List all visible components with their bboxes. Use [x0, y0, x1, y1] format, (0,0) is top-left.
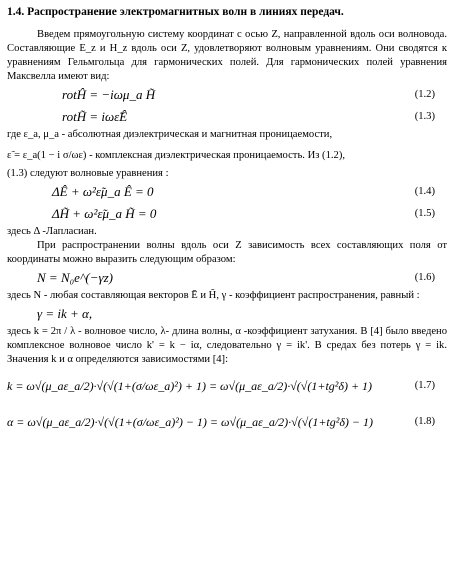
paragraph-propagation: При распространении волны вдоль оси Z зависимость всех составляющих поля от координаты можно выразить следующим образом:: [7, 240, 447, 265]
equation-formula: N = N₀e^(−γz): [37, 270, 114, 285]
paragraph-complex-permittivity: ε̃ = ε_a(1 − i σ/ωε) - комплексная диэлектрическая проницаемость. Из (1.2),: [7, 150, 345, 161]
paragraph-laplacian: здесь Δ -Лапласиан.: [7, 226, 97, 237]
paragraph-wave-number: здесь k = 2π / λ - волновое число, λ- длина волны, α -коэффициент затухания. В [4] было введено комплексное волновое число k' = k − iα, следовательно γ = ik'. В средах без потерь γ = ik. Значения k и α определяются зависимостями [4]:: [7, 326, 447, 365]
equation-number: (1.6): [414, 272, 435, 283]
equation-1-7: [7, 371, 447, 401]
equation-number: (1.5): [414, 208, 435, 219]
paragraph-where-permeability: где ε_a, μ_a - абсолютная диэлектрическая и магнитная проницаемости,: [7, 129, 333, 140]
paragraph-component-definition: здесь N - любая составляющая векторов Ē и H̃, γ - коэффициент распространения, равный :: [7, 290, 420, 301]
equation-formula: rotH̃ = iωε̃Ê: [62, 109, 128, 124]
equation-1-4: [52, 181, 447, 203]
equation-number: (1.2): [414, 89, 435, 100]
equation-number: (1.7): [414, 380, 435, 391]
equation-number: (1.8): [414, 416, 435, 427]
paragraph-wave-intro: (1.3) следуют волновые уравнения :: [7, 168, 169, 179]
equation-1-8: [7, 407, 447, 437]
equation-formula: α = ω√(μ_aε_a/2)·√(√(1+(σ/ωε_a)²) − 1) = ω√(μ_aε_a/2)·√(√(1+tg²δ) − 1): [7, 415, 374, 429]
equation-number: (1.4): [414, 186, 435, 197]
equation-1-6: [37, 267, 447, 289]
equation-formula: ΔÊ + ω²ε̃μ_a Ê = 0: [52, 184, 154, 199]
section-title: 1.4. Распространение электромагнитных волн в линиях передач.: [7, 6, 344, 18]
equation-formula: ΔH̃ + ω²ε̃μ_a H̃ = 0: [52, 206, 157, 221]
equation-number: (1.3): [414, 111, 435, 122]
paragraph-intro: Введем прямоугольную систему координат с осью Z, направленной вдоль оси волновода. Составляющие E_z и H_z вдоль оси Z, удовлетворяют волновым уравнениям. Они сводятся к уравнениям Гельмгольца для гармонических полей. Для гармонических полей уравнения Максвелла имеют вид:: [7, 29, 447, 82]
equation-formula: rotĤ = −iωμ_a H̃: [62, 87, 156, 102]
equation-1-5: [52, 203, 447, 225]
equation-formula: k = ω√(μ_aε_a/2)·√(√(1+(σ/ωε_a)²) + 1) = ω√(μ_aε_a/2)·√(√(1+tg²δ) + 1): [7, 379, 373, 393]
equation-1-3: [62, 106, 447, 128]
equation-gamma: [37, 303, 447, 325]
equation-1-2: [62, 84, 447, 106]
equation-formula: γ = ik + α,: [37, 306, 93, 321]
